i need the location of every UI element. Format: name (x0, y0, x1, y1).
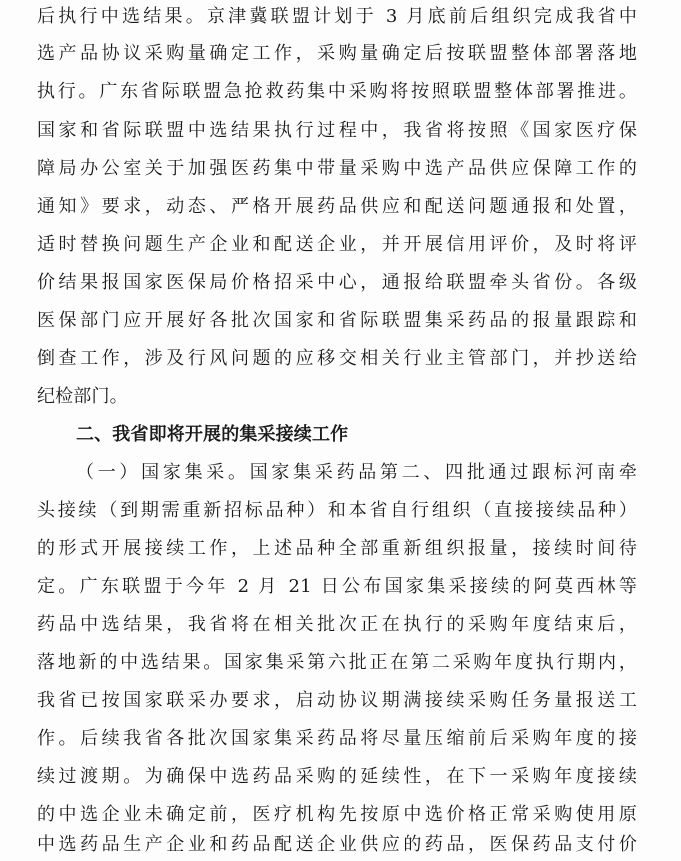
text-line: 后执行中选结果。京津冀联盟计划于 3 月底前后组织完成我省中 (37, 6, 637, 27)
text-line: 我省已按国家联采办要求，启动协议期满接续采购任务量报送工 (37, 690, 637, 711)
text-line: 药品中选结果，我省将在相关批次正在执行的采购年度结束后， (37, 614, 637, 635)
text-line: 医保部门应开展好各批次国家和省际联盟集采药品的报量跟踪和 (37, 310, 637, 331)
text-line: 纪检部门。 (37, 386, 128, 407)
text-line: 落地新的中选结果。国家集采第六批正在第二采购年度执行期内， (37, 652, 637, 673)
text-line: 作。后续我省各批次国家集采药品将尽量压缩前后采购年度的接 (37, 728, 637, 749)
text-line: 国家和省际联盟中选结果执行过程中，我省将按照《国家医疗保 (37, 120, 637, 141)
text-line: 续过渡期。为确保中选药品采购的延续性，在下一采购年度接续 (37, 766, 637, 787)
text-line: 的形式开展接续工作，上述品种全部重新组织报量，接续时间待 (37, 538, 637, 559)
text-line: 执行。广东省际联盟急抢救药集中采购将按照联盟整体部署推进。 (37, 81, 637, 102)
text-line: 障局办公室关于加强医药集中带量采购中选产品供应保障工作的 (37, 158, 637, 179)
text-line: 中选药品生产企业和药品配送企业供应的药品，医保药品支付价 (37, 834, 637, 855)
text-line: 价结果报国家医保局价格招采中心，通报给联盟牵头省份。各级 (37, 272, 637, 293)
section-heading: 二、我省即将开展的集采接续工作 (76, 424, 349, 445)
text-line: 选产品协议采购量确定工作，采购量确定后按联盟整体部署落地 (37, 43, 637, 64)
text-line: 的中选企业未确定前，医疗机构先按原中选价格正常采购使用原 (37, 804, 637, 825)
text-line: （一）国家集采。国家集采药品第二、四批通过跟标河南牵 (76, 462, 637, 483)
text-line: 定。广东联盟于今年 2 月 21 日公布国家集采接续的阿莫西林等 (37, 576, 637, 597)
text-line: 通知》要求，动态、严格开展药品供应和配送问题通报和处置， (37, 196, 637, 217)
text-line: 头接续（到期需重新招标品种）和本省自行组织（直接接续品种） (37, 500, 637, 521)
text-line: 适时替换问题生产企业和配送企业，并开展信用评价，及时将评 (37, 234, 637, 255)
text-line: 倒查工作，涉及行风问题的应移交相关行业主管部门，并抄送给 (37, 348, 637, 369)
